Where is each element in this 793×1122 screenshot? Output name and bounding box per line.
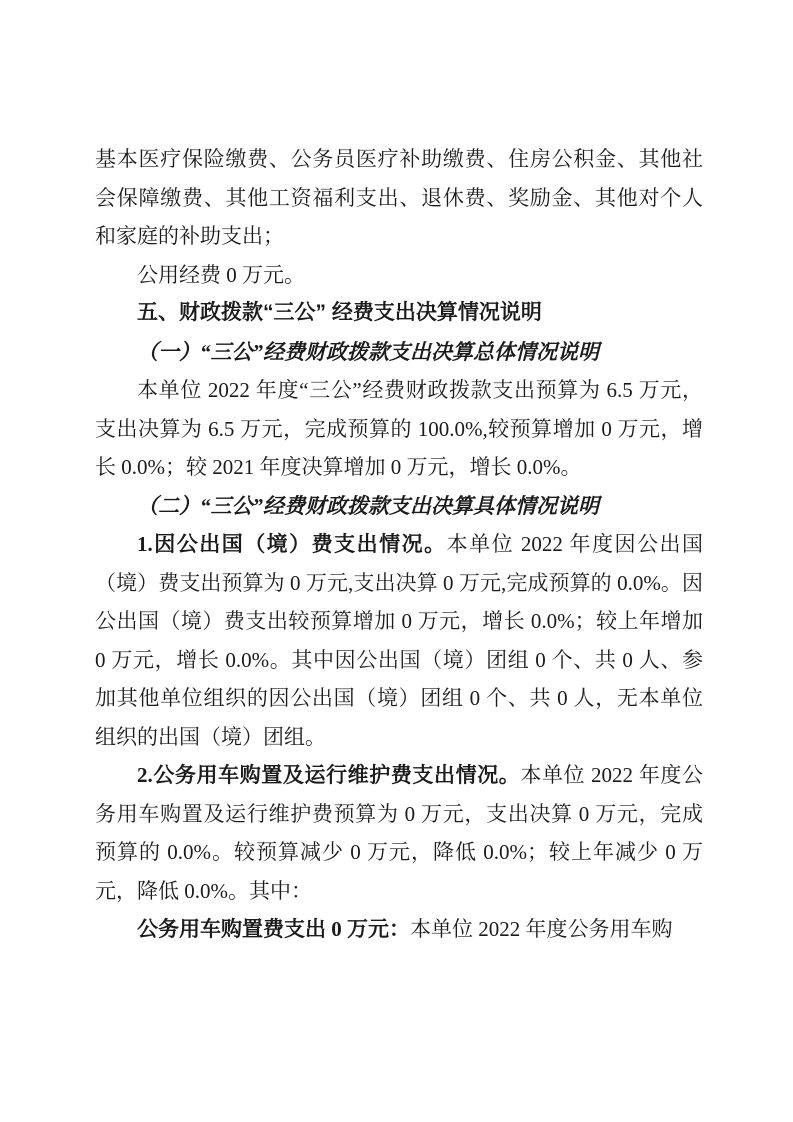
paragraph-public-funds <box>95 256 703 295</box>
paragraph-text: 本单位 2022 年度因公出国（境）费支出预算为 0 万元,支出决算 0 万元,完成预算的 0.0%。因公出国（境）费支出较预算增加 0 万元，增长 0.0%；较上年增加 0 万元，增长 0.0%。其中因公出国（境）团组 0 个、共 0 人、参加其他单位组织的因公出国（境）团组 0 个、共 0 人，无本单位组织的出国（境）团组。 <box>95 532 704 749</box>
paragraph-bold-lead: 公务用车购置费支出 0 万元： <box>137 917 410 941</box>
paragraph-personnel-subsidy-continuation <box>95 140 703 256</box>
paragraph-text: 本单位 2022 年度“三公”经费财政拨款支出预算为 6.5 万元，支出决算为 6.5 万元，完成预算的 100.0%,较预算增加 0 万元，增长 0.0%；较 2021 年度决算增加 0 万元，增长 0.0%。 <box>95 378 703 479</box>
document-body <box>95 140 703 949</box>
heading-section-five <box>95 294 703 333</box>
paragraph-bold-lead: 1.因公出国（境）费支出情况。 <box>137 532 447 556</box>
paragraph-abroad-expense <box>95 525 703 756</box>
paragraph-bold-lead: 2.公务用车购置及运行维护费支出情况。 <box>137 763 521 787</box>
heading-section-5-1 <box>95 333 703 372</box>
paragraph-vehicle-expense <box>95 756 703 910</box>
paragraph-three-public-overall <box>95 371 703 487</box>
paragraph-vehicle-purchase <box>95 910 703 949</box>
heading-text: （一）“三公”经费财政拨款支出决算总体情况说明 <box>137 339 599 364</box>
heading-section-5-2 <box>95 487 703 526</box>
paragraph-text: 本单位 2022 年度公务用车购置及运行维护费预算为 0 万元，支出决算 0 万元，完成预算的 0.0%。较预算减少 0 万元，降低 0.0%；较上年减少 0 万元，降低 0.0%。其中： <box>95 763 704 903</box>
paragraph-text: 基本医疗保险缴费、公务员医疗补助缴费、住房公积金、其他社会保障缴费、其他工资福利支出、退休费、奖励金、其他对个人和家庭的补助支出； <box>95 147 703 248</box>
paragraph-text: 公用经费 0 万元。 <box>137 262 305 287</box>
heading-text: （二）“三公”经费财政拨款支出决算具体情况说明 <box>137 493 599 518</box>
heading-text: 五、财政拨款“三公” 经费支出决算情况说明 <box>137 301 542 324</box>
paragraph-text: 本单位 2022 年度公务用车购 <box>410 917 673 941</box>
